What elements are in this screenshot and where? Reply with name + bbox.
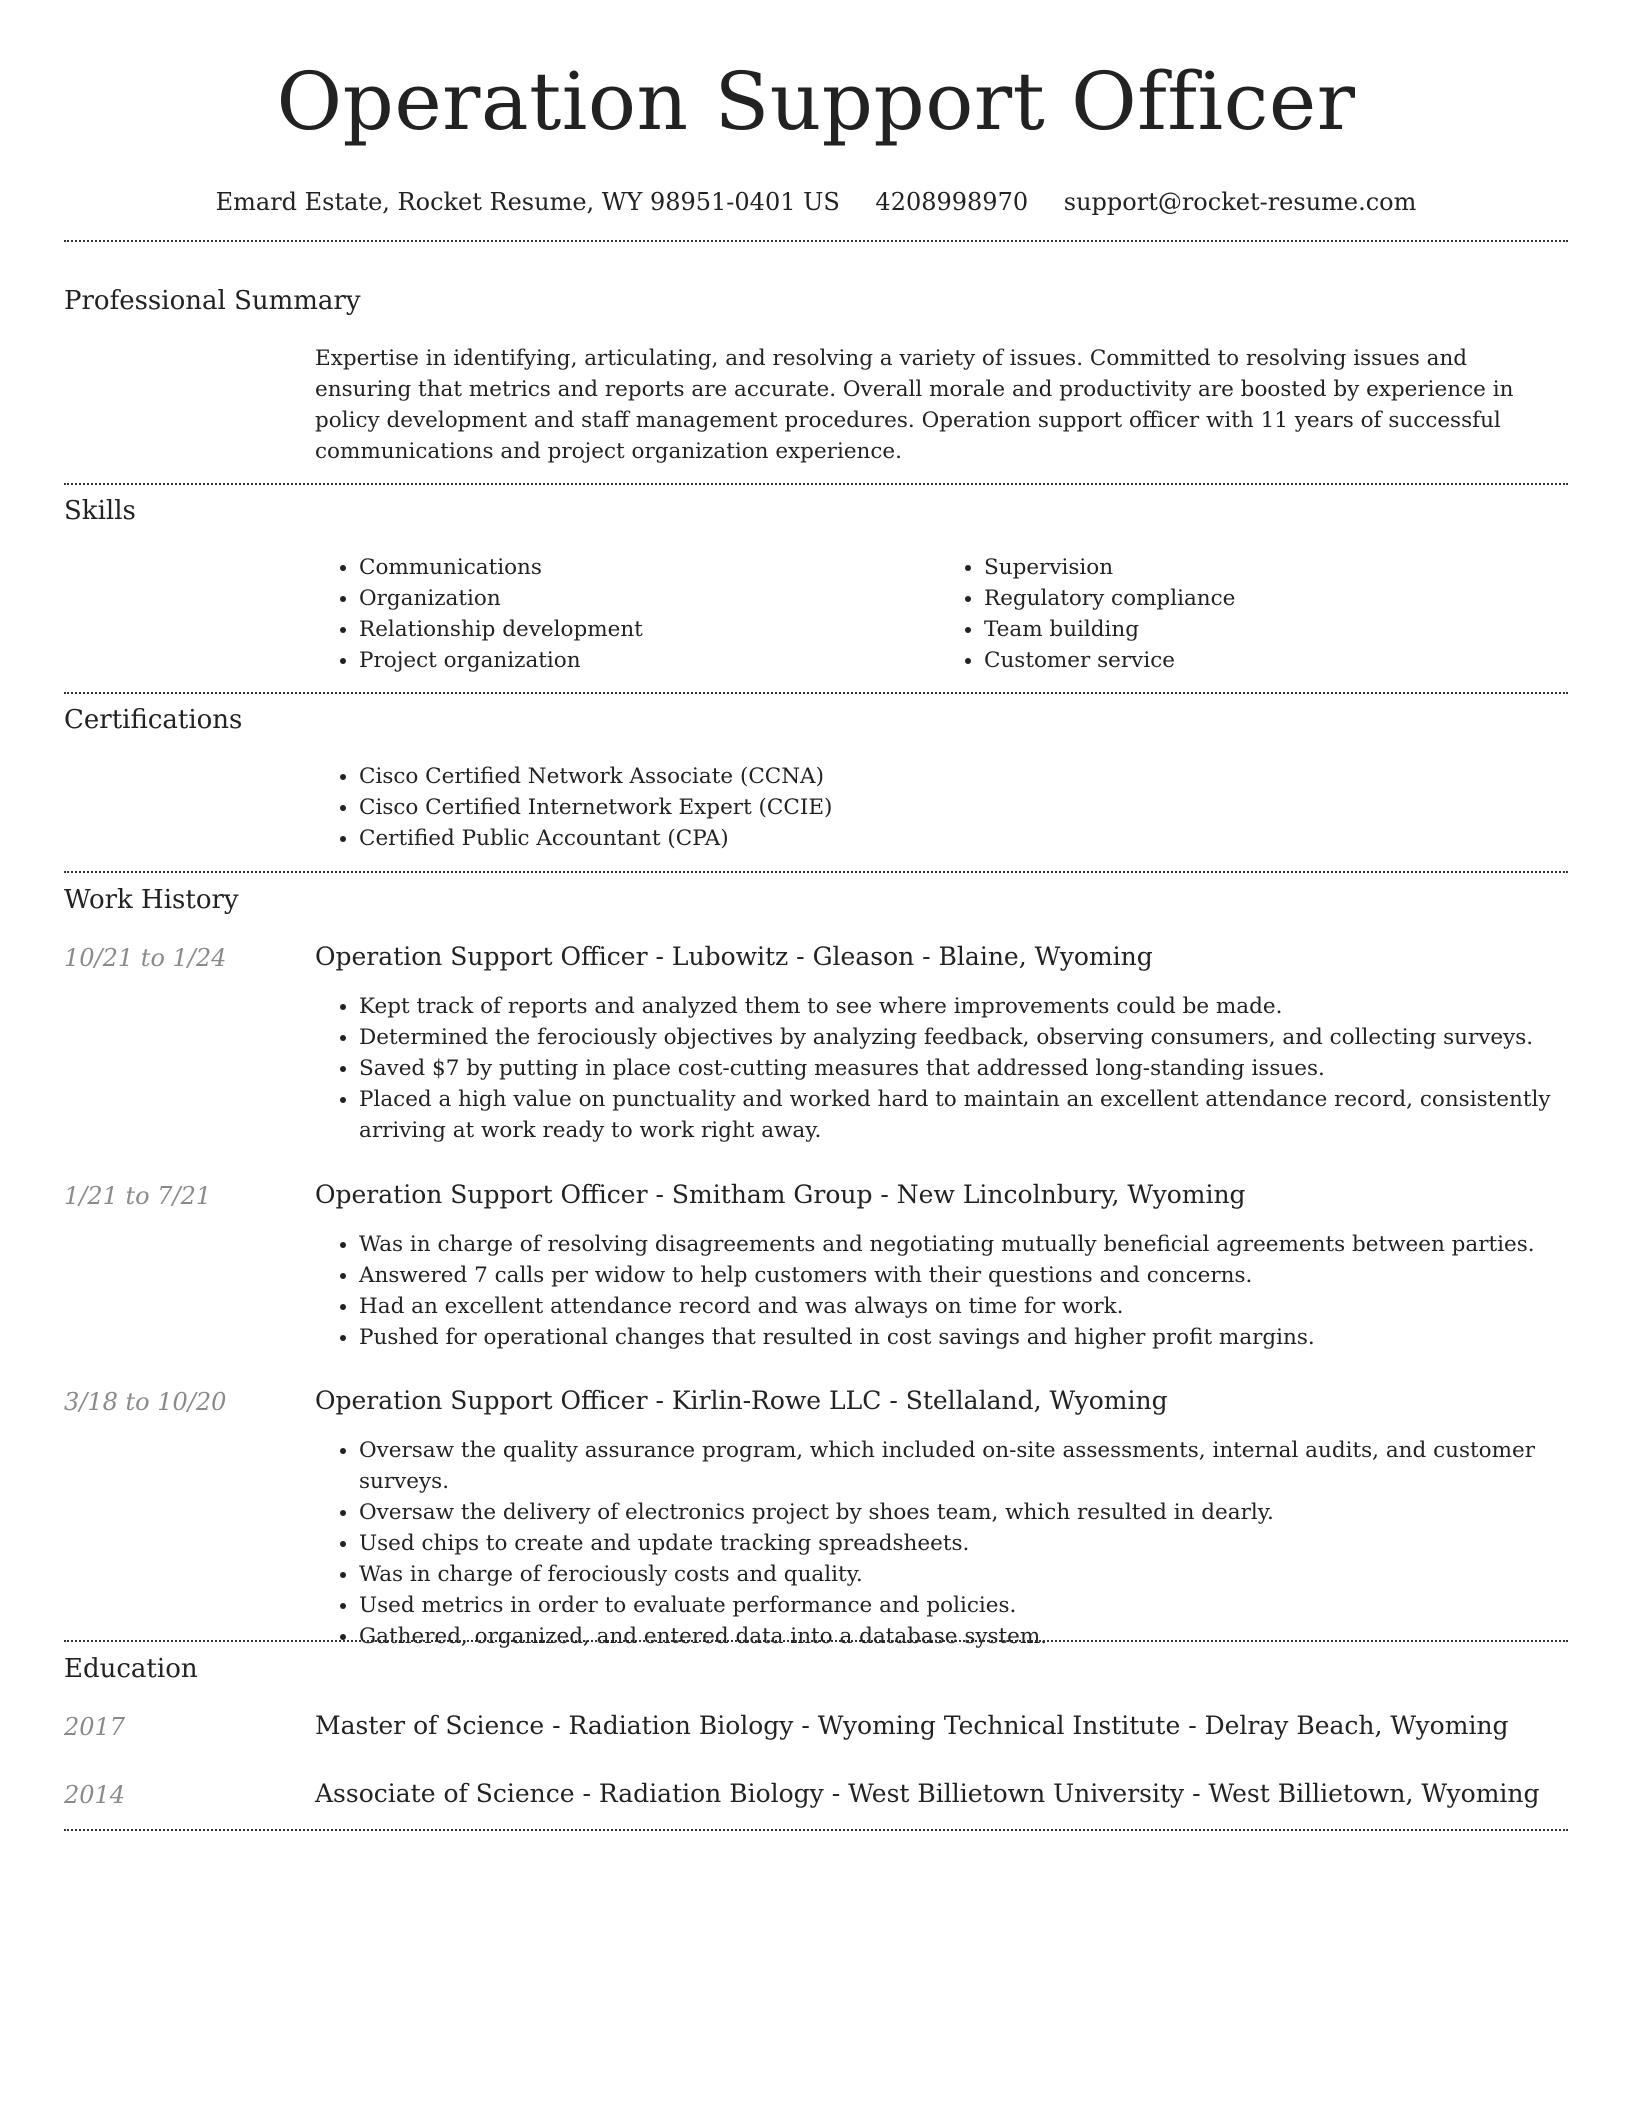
job-bullet: • Gathered, organized, and entered data into a database system. bbox=[359, 1621, 1565, 1652]
skill-item: • Organization bbox=[359, 583, 940, 614]
certification-item: • Certified Public Accountant (CPA) bbox=[359, 823, 1565, 854]
job-bullet: • Answered 7 calls per widow to help customers with their questions and concerns. bbox=[359, 1260, 1565, 1291]
job-bullet: • Oversaw the quality assurance program, which included on-site assessments, internal audits, and customer surveys. bbox=[359, 1435, 1565, 1497]
certification-item: • Cisco Certified Network Associate (CCNA) bbox=[359, 761, 1565, 792]
education-title: Master of Science - Radiation Biology - Wyoming Technical Institute - Delray Beach, Wyoming bbox=[315, 1711, 1509, 1740]
job-bullet: • Pushed for operational changes that resulted in cost savings and higher profit margins. bbox=[359, 1322, 1565, 1353]
work-history-heading: Work History bbox=[64, 885, 239, 915]
section-divider bbox=[64, 1640, 1568, 1642]
skill-item: • Relationship development bbox=[359, 614, 940, 645]
certification-item: • Cisco Certified Internetwork Expert (CCIE) bbox=[359, 792, 1565, 823]
job-dates: 1/21 to 7/21 bbox=[64, 1182, 212, 1210]
job-bullet: • Used metrics in order to evaluate performance and policies. bbox=[359, 1590, 1565, 1621]
job-bullet: • Used chips to create and update tracking spreadsheets. bbox=[359, 1528, 1565, 1559]
skill-item: • Customer service bbox=[984, 645, 1565, 676]
education-title: Associate of Science - Radiation Biology - West Billietown University - West Billietown, Wyoming bbox=[315, 1779, 1540, 1808]
job-title: Operation Support Officer - Smitham Group - New Lincolnbury, Wyoming bbox=[315, 1180, 1246, 1209]
job-dates: 10/21 to 1/24 bbox=[64, 944, 227, 972]
education-year: 2014 bbox=[64, 1781, 126, 1809]
education-year: 2017 bbox=[64, 1713, 126, 1741]
job-bullet: • Was in charge of resolving disagreements and negotiating mutually beneficial agreements between parties. bbox=[359, 1229, 1565, 1260]
skill-item: • Project organization bbox=[359, 645, 940, 676]
section-divider bbox=[64, 692, 1568, 694]
job-title: Operation Support Officer - Kirlin-Rowe LLC - Stellaland, Wyoming bbox=[315, 1386, 1168, 1415]
section-divider bbox=[64, 871, 1568, 873]
contact-email: support@rocket-resume.com bbox=[1063, 188, 1417, 216]
job-bullets bbox=[315, 1435, 1565, 1652]
section-divider bbox=[64, 240, 1568, 242]
contact-line bbox=[0, 186, 1632, 218]
certifications-list bbox=[315, 761, 1565, 854]
contact-address: Emard Estate, Rocket Resume, WY 98951-0401 US bbox=[215, 188, 840, 216]
skill-item: • Regulatory compliance bbox=[984, 583, 1565, 614]
section-divider bbox=[64, 483, 1568, 485]
skill-item: • Communications bbox=[359, 552, 940, 583]
job-bullet: • Placed a high value on punctuality and worked hard to maintain an excellent attendance record, consistently arriving at work ready to work right away. bbox=[359, 1084, 1565, 1146]
job-bullet: • Determined the ferociously objectives by analyzing feedback, observing consumers, and collecting surveys. bbox=[359, 1022, 1565, 1053]
skills-column-2 bbox=[940, 552, 1565, 676]
certifications-heading: Certifications bbox=[64, 705, 243, 735]
job-bullet: • Kept track of reports and analyzed them to see where improvements could be made. bbox=[359, 991, 1565, 1022]
job-title: Operation Support Officer - Lubowitz - Gleason - Blaine, Wyoming bbox=[315, 942, 1153, 971]
summary-heading: Professional Summary bbox=[64, 286, 361, 316]
job-bullets bbox=[315, 991, 1565, 1146]
job-bullets bbox=[315, 1229, 1565, 1353]
skills-column-1 bbox=[315, 552, 940, 676]
job-bullet: • Was in charge of ferociously costs and quality. bbox=[359, 1559, 1565, 1590]
job-bullet: • Had an excellent attendance record and was always on time for work. bbox=[359, 1291, 1565, 1322]
contact-phone: 4208998970 bbox=[875, 188, 1029, 216]
section-divider bbox=[64, 1829, 1568, 1831]
skill-item: • Team building bbox=[984, 614, 1565, 645]
education-heading: Education bbox=[64, 1654, 198, 1684]
skills-heading: Skills bbox=[64, 496, 136, 526]
resume-name: Operation Support Officer bbox=[276, 55, 1356, 148]
job-dates: 3/18 to 10/20 bbox=[64, 1388, 227, 1416]
skills-list bbox=[315, 552, 1565, 676]
job-bullet: • Oversaw the delivery of electronics project by shoes team, which resulted in dearly. bbox=[359, 1497, 1565, 1528]
summary-text: Expertise in identifying, articulating, and resolving a variety of issues. Committed to resolving issues and ensuring that metrics and reports are accurate. Overall morale and productivity are boosted by experience in policy development and staff management procedures. Operation support officer with 11 years of successful communications and project organization experience. bbox=[315, 346, 1514, 464]
job-bullet: • Saved $7 by putting in place cost-cutting measures that addressed long-standing issues. bbox=[359, 1053, 1565, 1084]
skill-item: • Supervision bbox=[984, 552, 1565, 583]
